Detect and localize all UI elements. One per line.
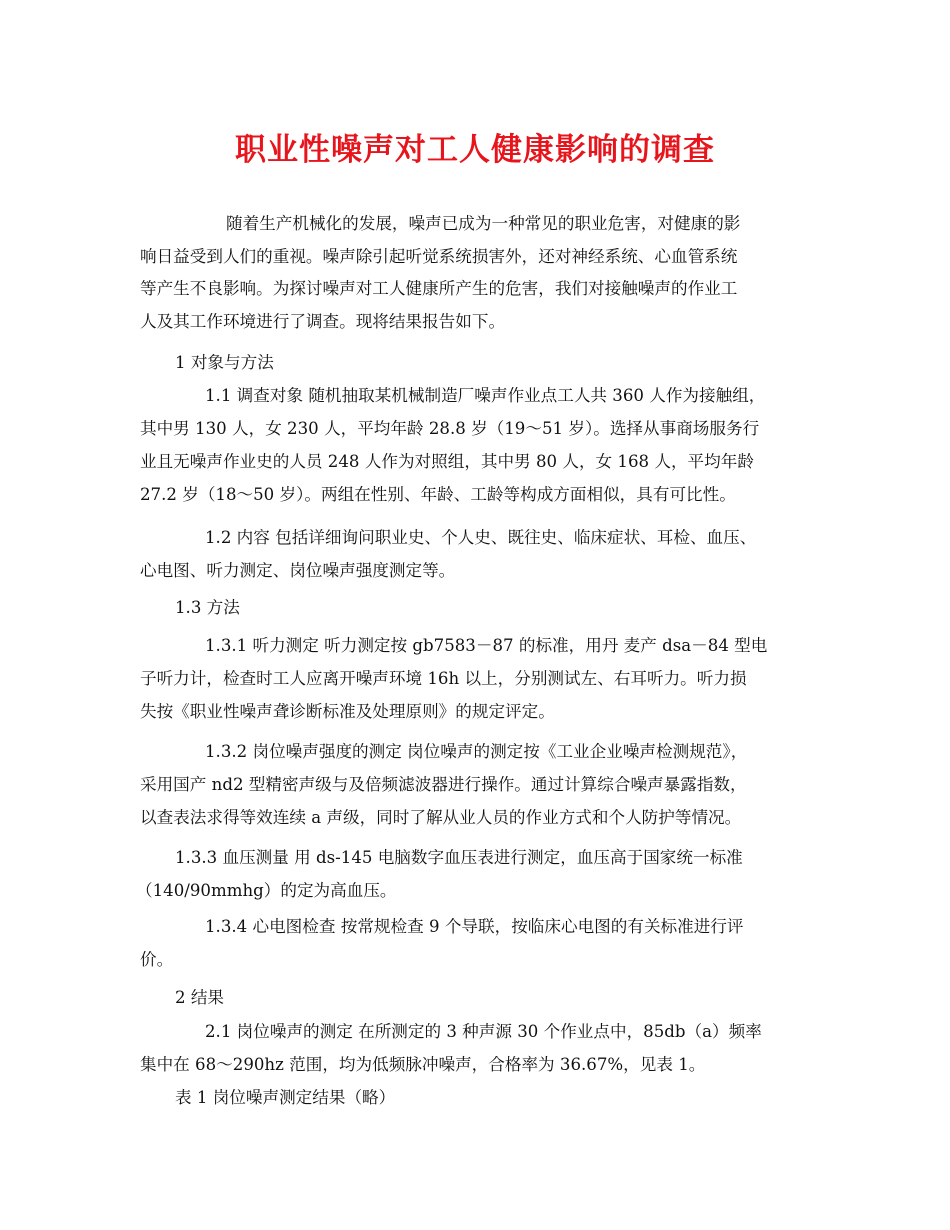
paragraph-line: 失按《职业性噪声聋诊断标准及处理原则》的规定评定。	[140, 702, 555, 721]
paragraph-line: 27.2 岁（18～50 岁）。两组在性别、年龄、工龄等构成方面相似，具有可比性。	[140, 485, 736, 504]
paragraph-line: 1.3.2 岗位噪声强度的测定 岗位噪声的测定按《工业企业噪声检测规范》，	[205, 742, 748, 761]
section-heading: 1 对象与方法	[175, 353, 274, 372]
paragraph-line: 响日益受到人们的重视。噪声除引起听觉系统损害外，还对神经系统、心血管系统	[140, 247, 738, 266]
paragraph-line: 价。	[140, 950, 174, 969]
paragraph-line: 1.3.4 心电图检查 按常规检查 9 个导联，按临床心电图的有关标准进行评	[205, 917, 744, 936]
paragraph-line: 随着生产机械化的发展，噪声已成为一种常见的职业危害，对健康的影	[226, 214, 741, 233]
paragraph-line: 心电图、听力测定、岗位噪声强度测定等。	[140, 561, 456, 580]
table-caption: 表 1 岗位噪声测定结果（略）	[175, 1088, 396, 1107]
paragraph-line: 采用国产 nd2 型精密声级与及倍频滤波器进行操作。通过计算综合噪声暴露指数，	[140, 775, 747, 794]
paragraph-line: 1.3.3 血压测量 用 ds-145 电脑数字血压表进行测定，血压高于国家统一标准	[175, 848, 743, 867]
paragraph-line: 人及其工作环境进行了调查。现将结果报告如下。	[140, 312, 506, 331]
paragraph-line: 2.1 岗位噪声的测定 在所测定的 3 种声源 30 个作业点中，85db（a）频率	[205, 1022, 762, 1041]
paragraph-line: 业且无噪声作业史的人员 248 人作为对照组，其中男 80 人，女 168 人，平均年龄	[140, 452, 754, 471]
paragraph-line: 等产生不良影响。为探讨噪声对工人健康所产生的危害，我们对接触噪声的作业工	[140, 279, 738, 298]
document-title: 职业性噪声对工人健康影响的调查	[235, 132, 715, 168]
paragraph-line: 子听力计，检查时工人应离开噪声环境 16h 以上，分别测试左、右耳听力。听力损	[140, 669, 747, 688]
section-heading: 1.3 方法	[175, 598, 240, 617]
paragraph-line: 其中男 130 人，女 230 人，平均年龄 28.8 岁（19～51 岁）。选择从事商场服务行	[140, 419, 760, 438]
paragraph-line: 以查表法求得等效连续 a 声级，同时了解从业人员的作业方式和个人防护等情况。	[140, 808, 742, 827]
section-heading: 2 结果	[175, 988, 225, 1007]
paragraph-line: 1.1 调查对象 随机抽取某机械制造厂噪声作业点工人共 360 人作为接触组，	[205, 386, 766, 405]
paragraph-line: 1.3.1 听力测定 听力测定按 gb7583－87 的标准，用丹 麦产 dsa－84 型电	[205, 636, 768, 655]
paragraph-line: （140/90mmhg）的定为高血压。	[136, 881, 397, 900]
paragraph-line: 1.2 内容 包括详细询问职业史、个人史、既往史、临床症状、耳检、血压、	[205, 528, 757, 547]
paragraph-line: 集中在 68～290hz 范围，均为低频脉冲噪声，合格率为 36.67%，见表 1。	[140, 1055, 706, 1074]
